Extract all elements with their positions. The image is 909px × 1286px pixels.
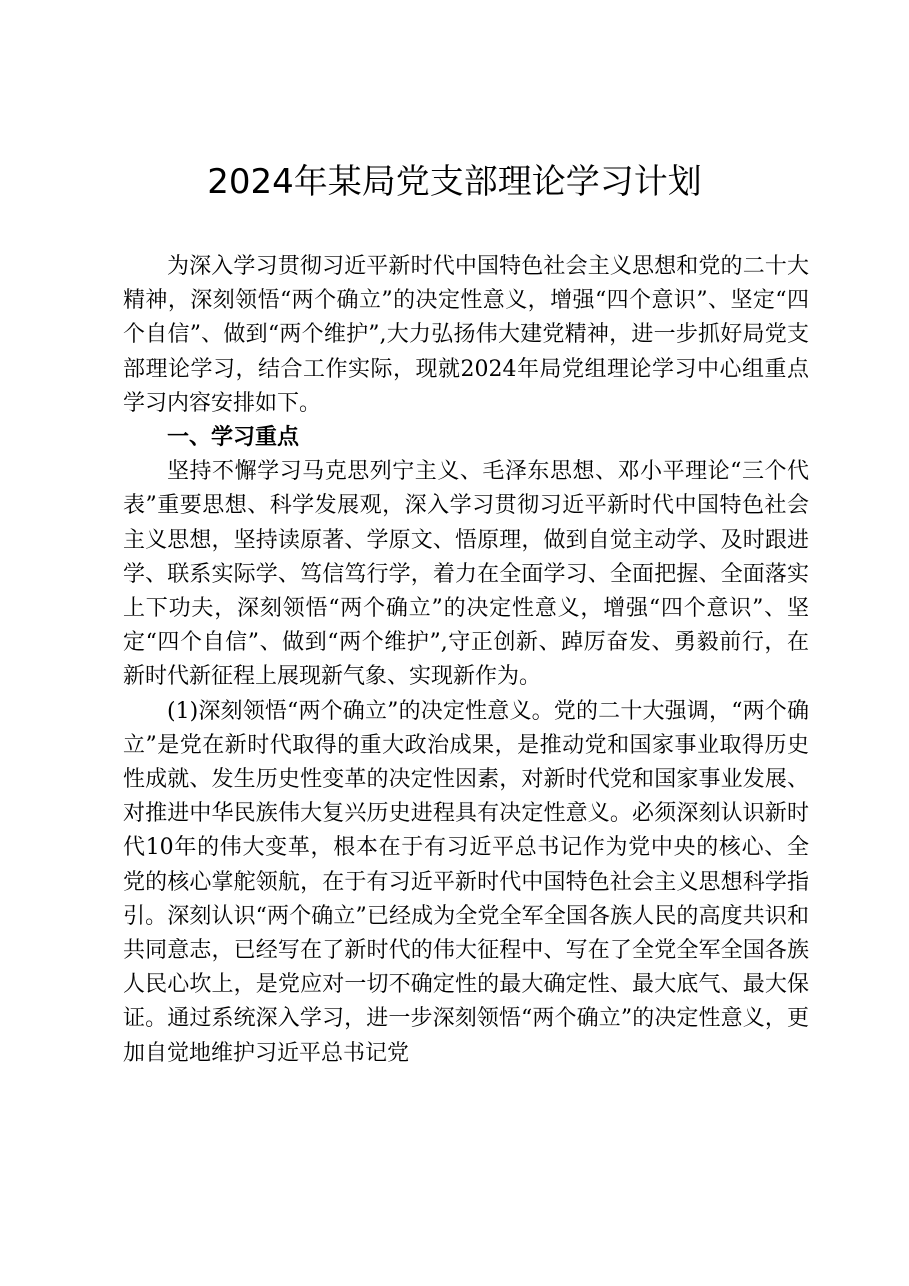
section-heading-study-focus: 一、学习重点: [167, 425, 300, 451]
intro-paragraph: 为深入学习贯彻习近平新时代中国特色社会主义思想和党的二十大精神，深刻领悟“两个确立”的决定性意义，增强“四个意识”、坚定“四个自信”、做到“两个维护”,大力弘扬伟大建党精神，进一步抓好局党支部理论学习，结合工作实际，现就2024年局党组理论学习中心组重点学习内容安排如下。: [123, 254, 809, 416]
document-title: 2024年某局党支部理论学习计划: [207, 162, 702, 202]
study-focus-paragraph: 坚持不懈学习马克思列宁主义、毛泽东思想、邓小平理论“三个代表”重要思想、科学发展观，深入学习贯彻习近平新时代中国特色社会主义思想，坚持读原著、学原文、悟原理，做到自觉主动学、及时跟进学、联系实际学、笃信笃行学，着力在全面学习、全面把握、全面落实上下功夫，深刻领悟“两个确立”的决定性意义，增强“四个意识”、坚定“四个自信”、做到“两个维护”,守正创新、踔厉奋发、勇毅前行，在新时代新征程上展现新气象、实现新作为。: [123, 459, 809, 690]
document-body: [123, 250, 809, 1071]
item-1-paragraph: (1)深刻领悟“两个确立”的决定性意义。党的二十大强调，“两个确立”是党在新时代取得的重大政治成果，是推动党和国家事业取得历史性成就、发生历史性变革的决定性因素，对新时代党和国家事业发展、对推进中华民族伟大复兴历史进程具有决定性意义。必须深刻认识新时代10年的伟大变革，根本在于有习近平总书记作为党中央的核心、全党的核心掌舵领航，在于有习近平新时代中国特色社会主义思想科学指引。深刻认识“两个确立”已经成为全党全军全国各族人民的高度共识和共同意志，已经写在了新时代的伟大征程中、写在了全党全军全国各族人民心坎上，是党应对一切不确定性的最大确定性、最大底气、最大保证。通过系统深入学习，进一步深刻领悟“两个确立”的决定性意义，更加自觉地维护习近平总书记党: [123, 698, 809, 1066]
